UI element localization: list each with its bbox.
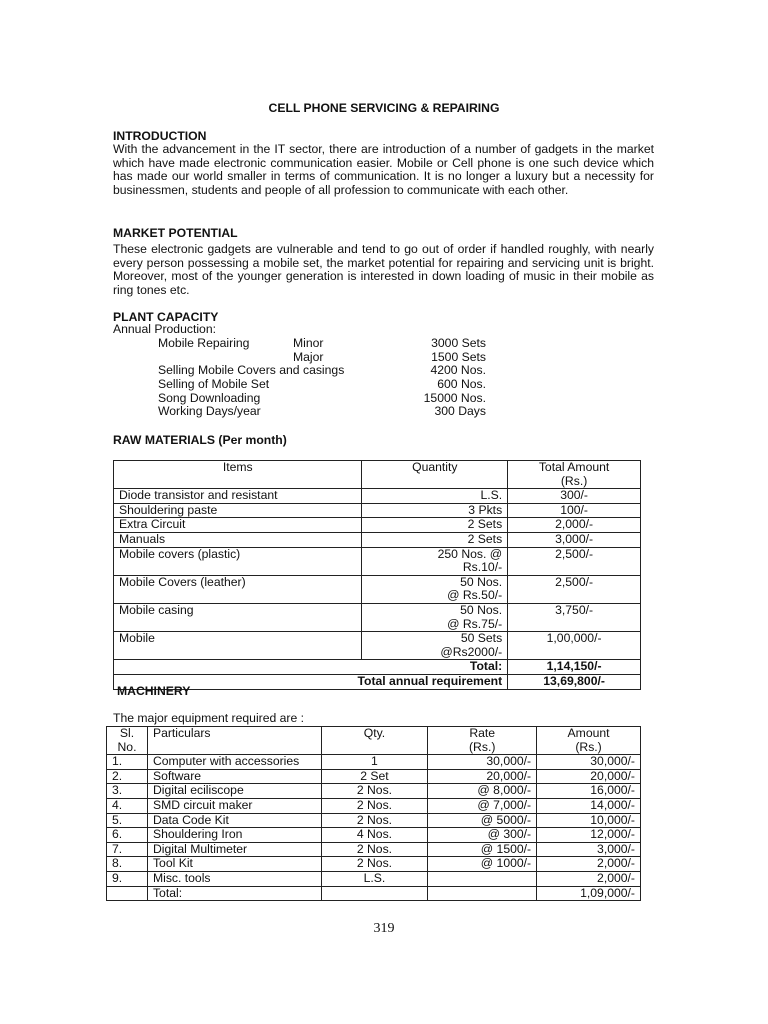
- capacity-type: Major: [293, 350, 324, 364]
- table-row: [114, 632, 641, 660]
- sl-cell: 8.: [107, 857, 148, 872]
- table-row: [107, 755, 641, 770]
- table-row: [114, 503, 641, 518]
- sl-cell: 5.: [107, 813, 148, 828]
- quantity-line2: @Rs2000/-: [440, 644, 503, 659]
- sl-cell: 7.: [107, 842, 148, 857]
- sl-cell: 3.: [107, 784, 148, 799]
- qty-cell: 2 Nos.: [321, 798, 428, 813]
- rate-cell: @ 1000/-: [428, 857, 537, 872]
- rate-cell: [428, 871, 537, 886]
- capacity-value: 300 Days: [434, 404, 486, 418]
- amount-cell: 100/-: [508, 503, 641, 518]
- quantity-cell: [362, 603, 508, 631]
- item-cell: Mobile: [114, 632, 362, 660]
- quantity-cell: [362, 547, 508, 575]
- capacity-item: Selling Mobile Covers and casings: [158, 363, 345, 377]
- plant-capacity-heading: PLANT CAPACITY: [113, 310, 219, 324]
- rate-cell: @ 5000/-: [428, 813, 537, 828]
- header-rate-line1: Rate: [469, 726, 496, 740]
- table-row: [114, 575, 641, 603]
- quantity-line1: 50 Nos.: [460, 602, 503, 617]
- capacity-item: Mobile Repairing: [158, 336, 250, 350]
- annual-requirement-label: Total annual requirement: [114, 674, 508, 689]
- table-row: [114, 489, 641, 504]
- raw-materials-heading: RAW MATERIALS (Per month): [113, 433, 287, 447]
- total-row: [114, 660, 641, 675]
- capacity-item: Song Downloading: [158, 391, 261, 405]
- table-row: [107, 842, 641, 857]
- quantity-line1: 50 Nos.: [460, 574, 503, 589]
- amount-cell: 2,500/-: [508, 547, 641, 575]
- introduction-text: With the advancement in the IT sector, there are introduction of a number of gadgets in the market which have made electronic communication easier. Mobile or Cell phone is one such device which has made our world smaller in terms of communication. It is no longer a luxury but a necessity for businessmen, students and people of all profession to communicate with each other.: [113, 142, 654, 197]
- quantity-cell: [362, 575, 508, 603]
- table-row: [114, 547, 641, 575]
- table-header-row: [114, 461, 641, 489]
- header-quantity: Quantity: [362, 461, 508, 489]
- sl-cell: 1.: [107, 755, 148, 770]
- capacity-value: 1500 Sets: [431, 350, 486, 364]
- total-value: 1,09,000/-: [537, 886, 641, 901]
- rate-cell: @ 7,000/-: [428, 798, 537, 813]
- amount-cell: 1,00,000/-: [508, 632, 641, 660]
- particulars-cell: Software: [147, 769, 321, 784]
- table-row: [107, 813, 641, 828]
- amount-cell: 10,000/-: [537, 813, 641, 828]
- rate-cell: @ 300/-: [428, 828, 537, 843]
- machinery-heading: MACHINERY: [117, 684, 191, 698]
- particulars-cell: SMD circuit maker: [147, 798, 321, 813]
- qty-cell: 2 Nos.: [321, 813, 428, 828]
- rate-cell: @ 1500/-: [428, 842, 537, 857]
- quantity-cell: 2 Sets: [362, 532, 508, 547]
- rate-cell: 30,000/-: [428, 755, 537, 770]
- item-cell: Extra Circuit: [114, 518, 362, 533]
- header-sl-no: [107, 727, 148, 755]
- particulars-cell: Digital eciliscope: [147, 784, 321, 799]
- amount-cell: 3,750/-: [508, 603, 641, 631]
- table-row: [107, 798, 641, 813]
- amount-cell: 2,000/-: [537, 857, 641, 872]
- capacity-type: Minor: [293, 336, 324, 350]
- total-label: Total:: [362, 660, 508, 675]
- particulars-cell: Digital Multimeter: [147, 842, 321, 857]
- header-amount: [537, 727, 641, 755]
- sl-cell: 9.: [107, 871, 148, 886]
- particulars-cell: Data Code Kit: [147, 813, 321, 828]
- table-row: [107, 769, 641, 784]
- market-potential-text: These electronic gadgets are vulnerable and tend to go out of order if handled roughly, with nearly every person possessing a mobile set, the market potential for repairing and servicing unit is bright. Moreover, most of the younger generation is interested in down loading of music in their mobile as ring tones etc.: [113, 242, 654, 297]
- table-header-row: [107, 727, 641, 755]
- capacity-item: Selling of Mobile Set: [158, 377, 270, 391]
- header-amount-line2: (Rs.): [575, 739, 602, 754]
- quantity-line1: 250 Nos. @: [437, 546, 503, 561]
- quantity-line2: Rs.10/-: [462, 560, 503, 575]
- particulars-cell: Misc. tools: [147, 871, 321, 886]
- quantity-cell: 3 Pkts: [362, 503, 508, 518]
- amount-cell: 16,000/-: [537, 784, 641, 799]
- rate-cell: 20,000/-: [428, 769, 537, 784]
- item-cell: Manuals: [114, 532, 362, 547]
- qty-cell: 2 Nos.: [321, 842, 428, 857]
- raw-materials-table: [113, 460, 641, 690]
- sl-cell: 6.: [107, 828, 148, 843]
- table-row: [107, 784, 641, 799]
- item-cell: Mobile Covers (leather): [114, 575, 362, 603]
- header-particulars: Particulars: [147, 727, 321, 755]
- capacity-value: 600 Nos.: [437, 377, 486, 391]
- item-cell: Mobile covers (plastic): [114, 547, 362, 575]
- header-amount-line2: (Rs.): [560, 473, 588, 488]
- total-label: Total:: [147, 886, 321, 901]
- annual-total-row: [114, 674, 641, 689]
- header-sl-line1: Sl.: [119, 726, 135, 740]
- item-cell: Shouldering paste: [114, 503, 362, 518]
- qty-cell: 2 Nos.: [321, 784, 428, 799]
- quantity-line2: @ Rs.50/-: [447, 588, 503, 603]
- qty-cell: 1: [321, 755, 428, 770]
- amount-cell: 300/-: [508, 489, 641, 504]
- sl-cell: 2.: [107, 769, 148, 784]
- particulars-cell: Tool Kit: [147, 857, 321, 872]
- header-amount-line1: Total Amount: [538, 460, 610, 474]
- amount-cell: 30,000/-: [537, 755, 641, 770]
- header-qty: Qty.: [321, 727, 428, 755]
- particulars-cell: Computer with accessories: [147, 755, 321, 770]
- header-rate-line2: (Rs.): [469, 739, 496, 754]
- annual-production-label: Annual Production:: [113, 322, 216, 336]
- market-potential-heading: MARKET POTENTIAL: [113, 226, 238, 240]
- quantity-line2: @ Rs.75/-: [447, 616, 503, 631]
- rate-cell: @ 8,000/-: [428, 784, 537, 799]
- header-items: Items: [114, 461, 362, 489]
- quantity-line1: 50 Sets: [460, 631, 503, 646]
- qty-cell: L.S.: [321, 871, 428, 886]
- header-amount-line1: Amount: [567, 726, 610, 740]
- amount-cell: 14,000/-: [537, 798, 641, 813]
- item-cell: Diode transistor and resistant: [114, 489, 362, 504]
- quantity-cell: 2 Sets: [362, 518, 508, 533]
- table-row: [107, 828, 641, 843]
- capacity-value: 15000 Nos.: [423, 391, 486, 405]
- capacity-item: Working Days/year: [158, 404, 261, 418]
- header-rate: [428, 727, 537, 755]
- amount-cell: 20,000/-: [537, 769, 641, 784]
- amount-cell: 2,000/-: [508, 518, 641, 533]
- quantity-cell: L.S.: [362, 489, 508, 504]
- table-row: [114, 518, 641, 533]
- amount-cell: 2,000/-: [537, 871, 641, 886]
- amount-cell: 12,000/-: [537, 828, 641, 843]
- table-row: [107, 857, 641, 872]
- page-number: 319: [373, 921, 395, 936]
- capacity-value: 3000 Sets: [431, 336, 486, 350]
- header-sl-line2: No.: [117, 739, 137, 754]
- qty-cell: 2 Set: [321, 769, 428, 784]
- amount-cell: 2,500/-: [508, 575, 641, 603]
- quantity-cell: [362, 632, 508, 660]
- introduction-heading: INTRODUCTION: [113, 129, 207, 143]
- sl-cell: 4.: [107, 798, 148, 813]
- machinery-table: [106, 726, 641, 901]
- table-row: [114, 603, 641, 631]
- table-row: [107, 871, 641, 886]
- total-row: [107, 886, 641, 901]
- total-value: 1,14,150/-: [508, 660, 641, 675]
- amount-cell: 3,000/-: [508, 532, 641, 547]
- capacity-value: 4200 Nos.: [430, 363, 486, 377]
- particulars-cell: Shouldering Iron: [147, 828, 321, 843]
- machinery-intro: The major equipment required are :: [113, 711, 305, 725]
- header-total-amount: [508, 461, 641, 489]
- annual-requirement-value: 13,69,800/-: [508, 674, 641, 689]
- qty-cell: 2 Nos.: [321, 857, 428, 872]
- document-title: CELL PHONE SERVICING & REPAIRING: [268, 101, 500, 115]
- item-cell: Mobile casing: [114, 603, 362, 631]
- qty-cell: 4 Nos.: [321, 828, 428, 843]
- amount-cell: 3,000/-: [537, 842, 641, 857]
- table-row: [114, 532, 641, 547]
